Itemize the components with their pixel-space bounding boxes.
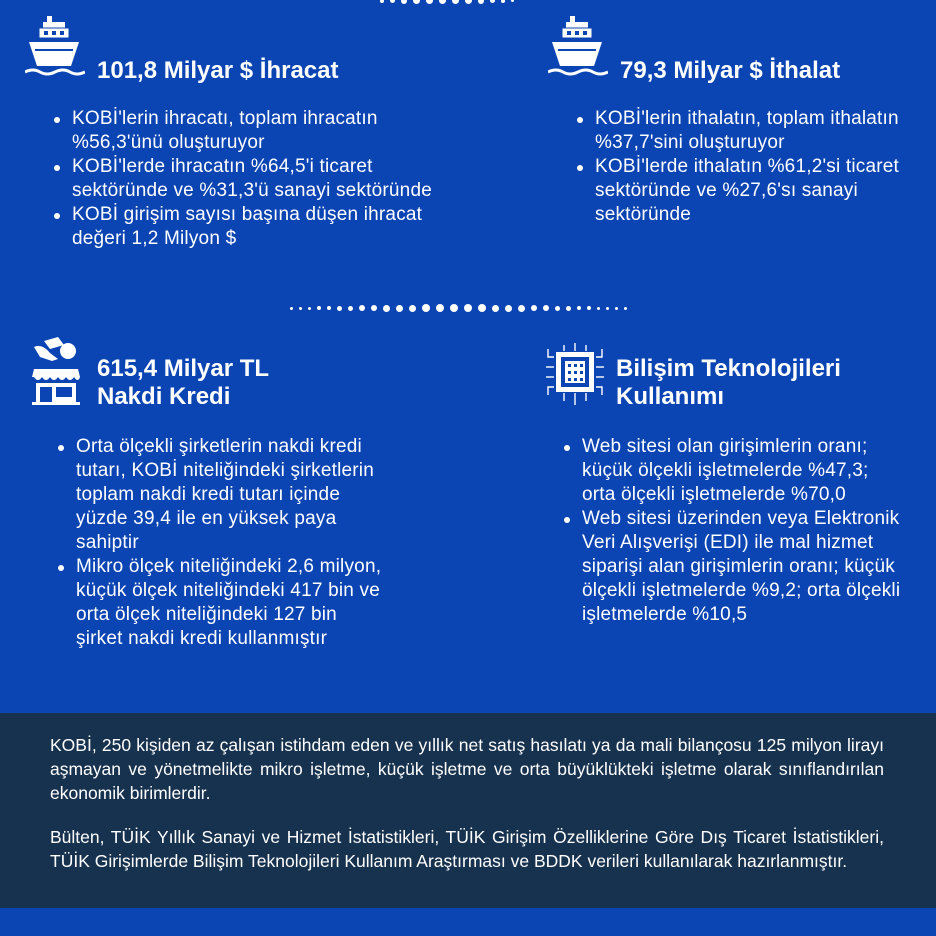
export-bullet: KOBİ'lerde ihracatın %64,5'i ticaret sektöründe ve %31,3'ü sanayi sektöründe (52, 155, 442, 203)
source-note: Bülten, TÜİK Yıllık Sanayi ve Hizmet İstatistikleri, TÜİK Girişim Özelliklerine Göre Dış Ticaret İstatistikleri, TÜİK Girişimlerde Bilişim Teknolojileri Kullanım Araştırması ve BDDK verileri kullanılarak hazırlanmıştır. (50, 827, 884, 871)
top-dotted-divider (380, 0, 514, 4)
credit-bullet: Orta ölçekli şirketlerin nakdi kredi tutarı, KOBİ niteliğindeki şirketlerin toplam nakdi kredi tutarı içinde yüzde 39,4 ile en yüksek paya sahiptir (56, 435, 386, 555)
it-title-line2: Kullanımı (616, 383, 725, 410)
ship-icon (548, 14, 608, 84)
kobi-definition: KOBİ, 250 kişiden az çalışan istihdam eden ve yıllık net satış hasılatı ya da mali bilançosu 125 milyon lirayı aşmayan ve yönetmelikte mikro işletme, küçük işletme ve orta büyüklükteki işletme olarak sınıflandırılan ekonomik birimlerdir. (50, 735, 884, 803)
it-bullet: Web sitesi üzerinden veya Elektronik Veri Alışverişi (EDI) ile mal hizmet siparişi alan girişimlerin oranı; küçük ölçekli işletmelerde %9,2; orta ölçekli işletmelerde %10,5 (562, 507, 907, 627)
middle-dotted-divider (290, 304, 627, 312)
export-title: 101,8 Milyar $ İhracat (97, 57, 339, 84)
import-title: 79,3 Milyar $ İthalat (620, 57, 841, 84)
ship-icon (25, 14, 85, 84)
import-bullet: KOBİ'lerde ithalatın %61,2'si ticaret sektöründe ve %27,6'sı sanayi sektöründe (575, 155, 920, 227)
credit-bullet: Mikro ölçek niteliğindeki 2,6 milyon, küçük ölçek niteliğindeki 417 bin ve orta ölçek niteliğindeki 127 bin şirket nakdi kredi kullanmıştır (56, 555, 386, 651)
bottom-strip (0, 908, 936, 936)
credit-title-line1: 615,4 Milyar TL (97, 355, 270, 382)
it-title-line1: Bilişim Teknolojileri (616, 355, 841, 382)
export-bullet: KOBİ'lerin ihracatı, toplam ihracatın %56,3'ünü oluşturuyor (52, 107, 442, 155)
export-bullet: KOBİ girişim sayısı başına düşen ihracat değeri 1,2 Milyon $ (52, 203, 442, 251)
chip-icon (546, 343, 604, 407)
credit-title-line2: Nakdi Kredi (97, 383, 231, 410)
import-bullet: KOBİ'lerin ithalatın, toplam ithalatın %37,7'sini oluşturuyor (575, 107, 920, 155)
shop-credit-icon (30, 335, 82, 407)
footer-panel (0, 713, 936, 908)
it-bullet: Web sitesi olan girişimlerin oranı; küçük ölçekli işletmelerde %47,3; orta ölçekli işletmelerde %70,0 (562, 435, 907, 507)
